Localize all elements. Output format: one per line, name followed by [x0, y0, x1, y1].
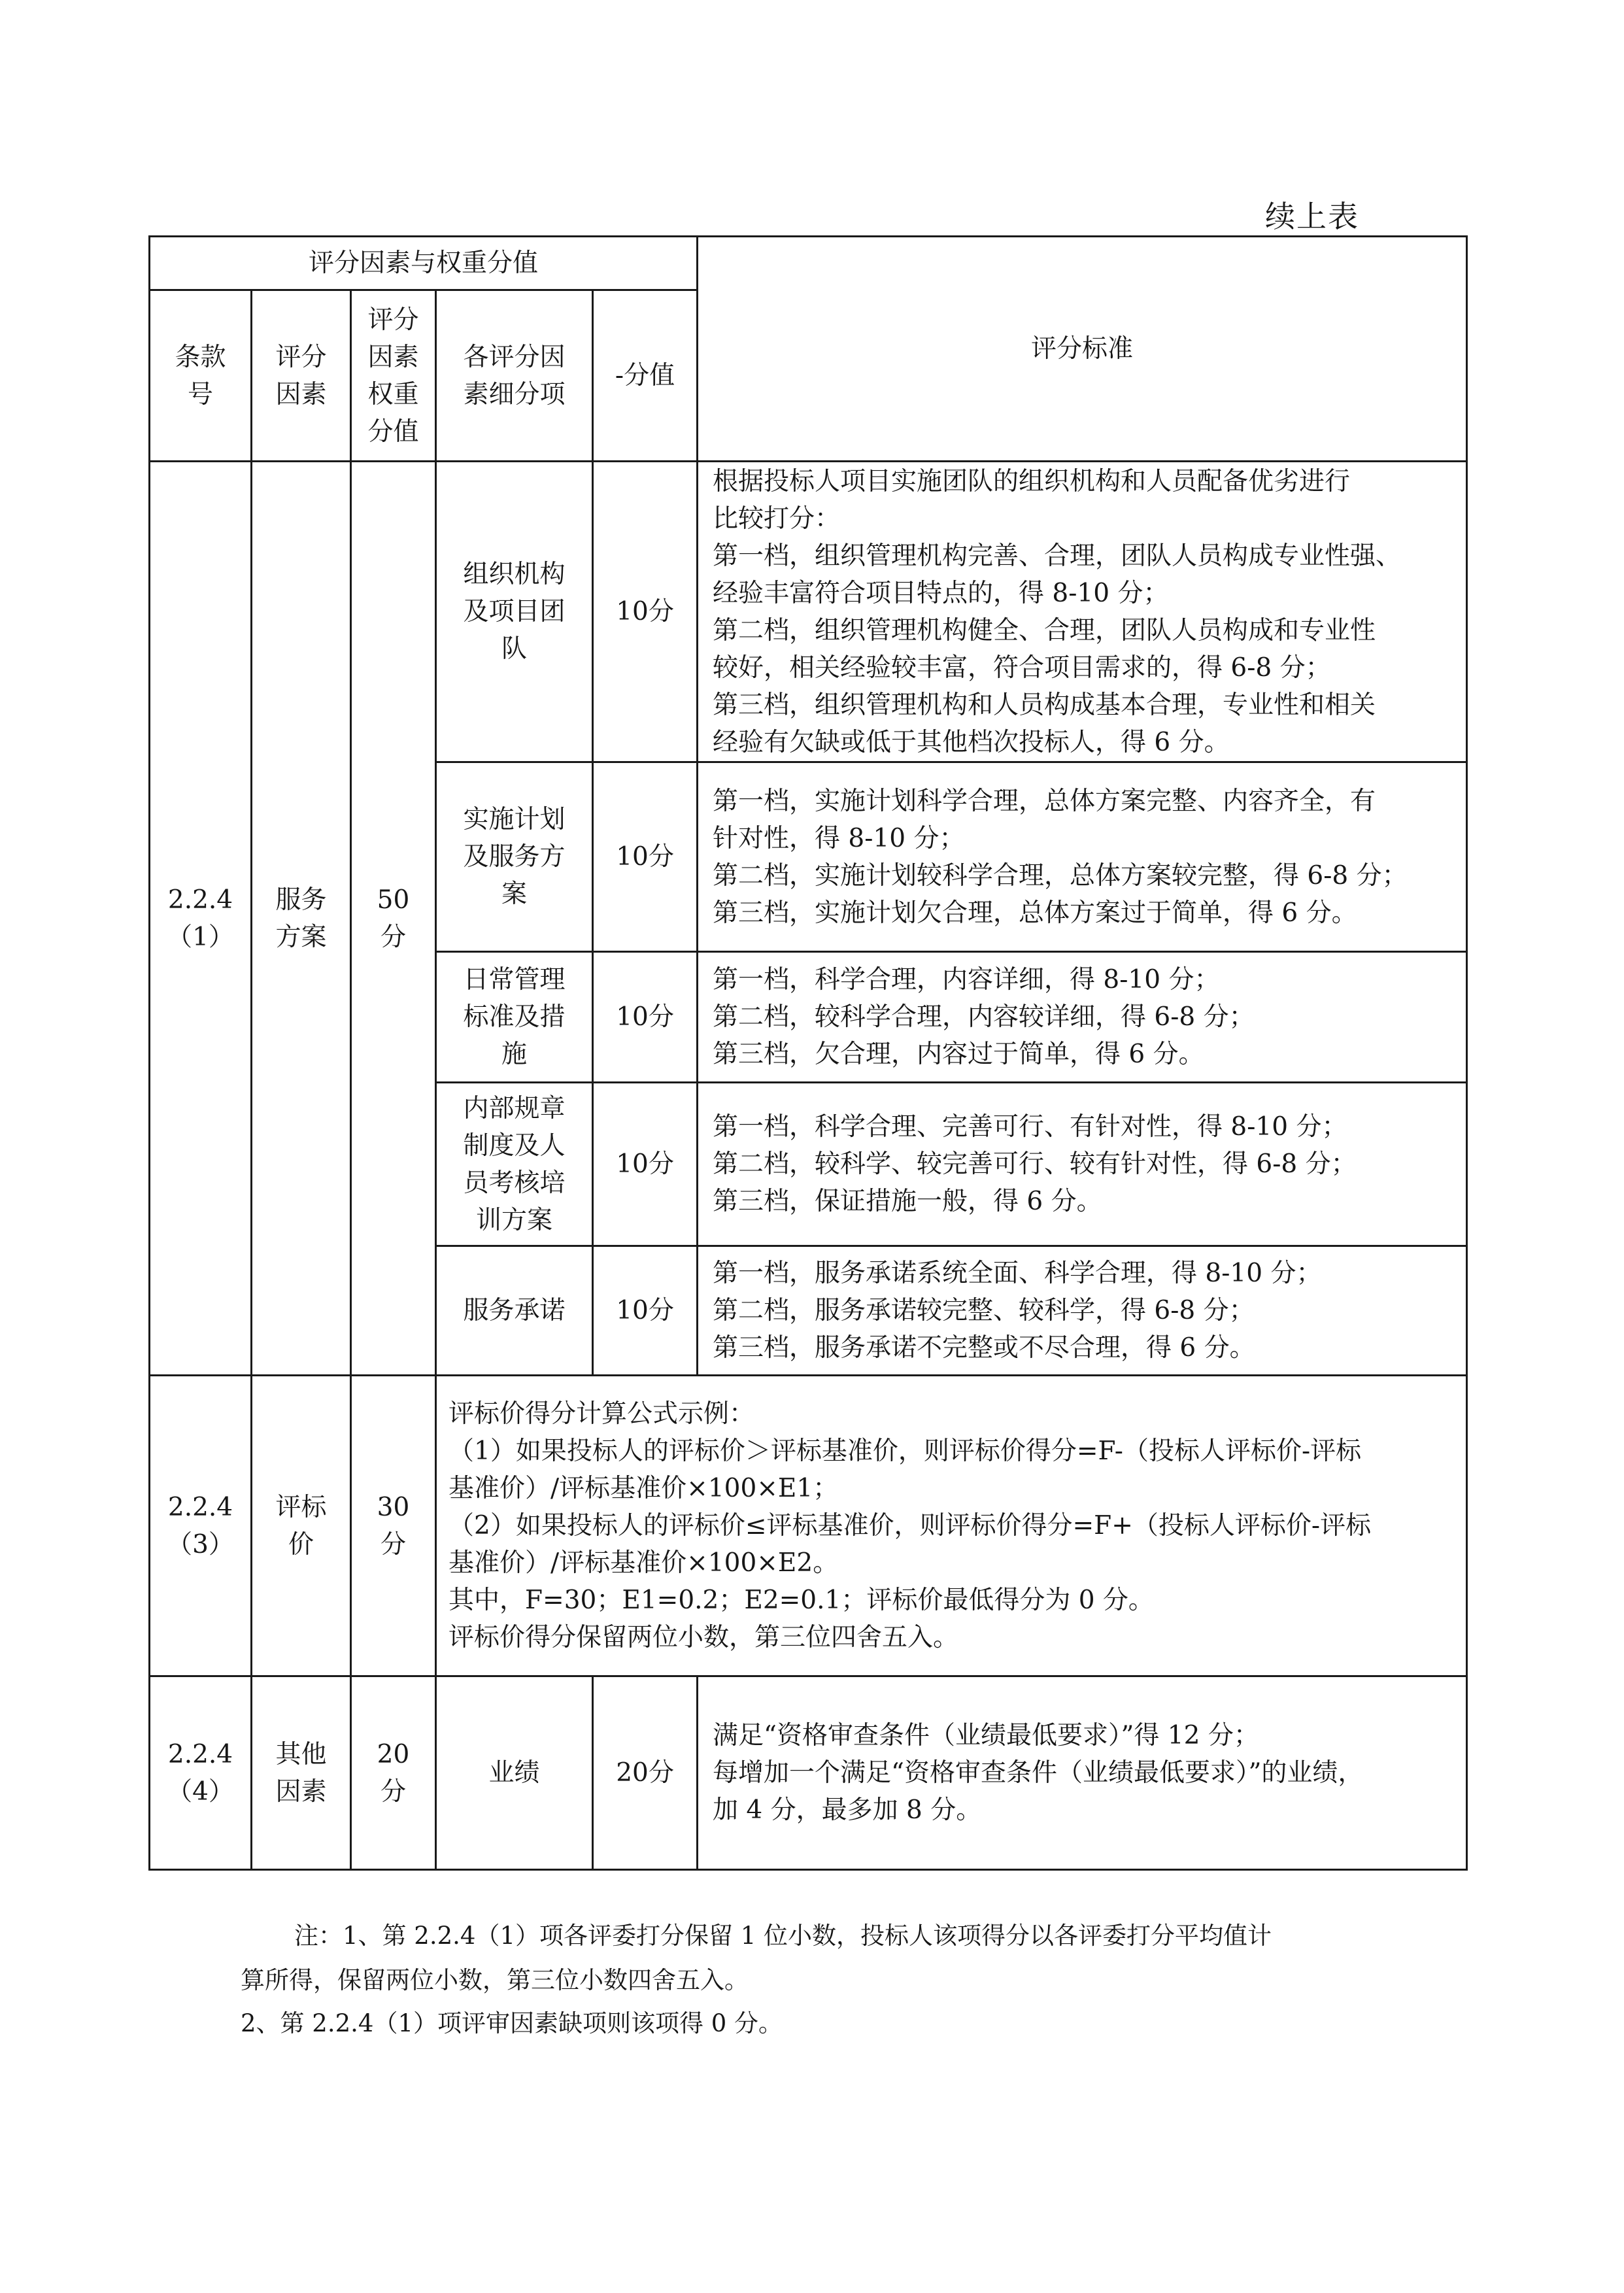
clause-cell: 2.2.4 （4）: [150, 1676, 252, 1870]
group-header: 评分因素与权重分值: [150, 237, 698, 290]
criteria-cell: 第一档，科学合理，内容详细，得 8-10 分； 第二档，较科学合理，内容较详细，得 6-8 分； 第三档，欠合理，内容过于简单，得 6 分。: [698, 952, 1467, 1083]
factor-cell: 评标 价: [252, 1376, 351, 1676]
clause-cell: 2.2.4 （3）: [150, 1376, 252, 1676]
sub-item-cell: 实施计划 及服务方 案: [436, 762, 593, 952]
score-cell: 10分: [593, 762, 698, 952]
clause-no-header: 条款 号: [150, 290, 252, 462]
score-cell: 10分: [593, 952, 698, 1083]
score-cell: 10分: [593, 1083, 698, 1246]
sub-item-cell: 组织机构 及项目团 队: [436, 462, 593, 762]
formula-cell: 评标价得分计算公式示例： （1）如果投标人的评标价＞评标基准价，则评标价得分=F-（投标人评标价-评标 基准价）/评标基准价×100×E1； （2）如果投标人的评标价≤评标基准价，则评标价得分=F+（投标人评标价-评标 基准价）/评标基准价×100×E2。 其中，F=30；E1=0.2；E2=0.1；评标价最低得分为 0 分。 评标价得分保留两位小数，第三位四舍五入。: [436, 1376, 1467, 1676]
criteria-cell: 根据投标人项目实施团队的组织机构和人员配备优劣进行 比较打分： 第一档，组织管理机构完善、合理，团队人员构成专业性强、 经验丰富符合项目特点的，得 8-10 分； 第二档，组织管理机构健全、合理，团队人员构成和专业性 较好，相关经验较丰富，符合项目需求的，得 6-8 分； 第三档，组织管理机构和人员构成基本合理，专业性和相关 经验有欠缺或低于其他档次投标人，得 6 分。: [698, 462, 1467, 762]
score-cell: 20分: [593, 1676, 698, 1870]
weight-header: 评分 因素 权重 分值: [351, 290, 436, 462]
weight-cell: 50 分: [351, 462, 436, 1376]
sub-item-cell: 服务承诺: [436, 1246, 593, 1376]
note-line-1: 注：1、第 2.2.4（1）项各评委打分保留 1 位小数，投标人该项得分以各评委打分平均值计: [294, 1922, 1272, 1950]
criteria-cell: 满足“资格审查条件（业绩最低要求）”得 12 分； 每增加一个满足“资格审查条件（业绩最低要求）”的业绩， 加 4 分，最多加 8 分。: [698, 1676, 1467, 1870]
factor-cell: 其他 因素: [252, 1676, 351, 1870]
sub-item-cell: 内部规章 制度及人 员考核培 训方案: [436, 1083, 593, 1246]
continuation-label: 续上表: [1265, 199, 1359, 234]
factor-header: 评分 因素: [252, 290, 351, 462]
table-row: [150, 1376, 1467, 1676]
criteria-cell: 第一档，科学合理、完善可行、有针对性，得 8-10 分； 第二档，较科学、较完善可行、较有针对性，得 6-8 分； 第三档，保证措施一般，得 6 分。: [698, 1083, 1467, 1246]
sub-item-header: 各评分因 素细分项: [436, 290, 593, 462]
table-row: [150, 1676, 1467, 1870]
criteria-header: 评分标准: [698, 237, 1467, 462]
table-header-group-row: [150, 237, 1467, 290]
weight-cell: 20 分: [351, 1676, 436, 1870]
score-cell: 10分: [593, 462, 698, 762]
note-line-3: 2、第 2.2.4（1）项评审因素缺项则该项得 0 分。: [241, 2009, 783, 2037]
weight-cell: 30 分: [351, 1376, 436, 1676]
score-cell: 10分: [593, 1246, 698, 1376]
score-header: -分值: [593, 290, 698, 462]
sub-item-cell: 日常管理 标准及措 施: [436, 952, 593, 1083]
criteria-cell: 第一档，实施计划科学合理，总体方案完整、内容齐全，有 针对性，得 8-10 分； 第二档，实施计划较科学合理，总体方案较完整，得 6-8 分； 第三档，实施计划欠合理，总体方案过于简单，得 6 分。: [698, 762, 1467, 952]
factor-cell: 服务 方案: [252, 462, 351, 1376]
clause-cell: 2.2.4 （1）: [150, 462, 252, 1376]
scoring-table: [148, 235, 1468, 1871]
note-line-2: 算所得，保留两位小数，第三位小数四舍五入。: [241, 1966, 749, 1994]
sub-item-cell: 业绩: [436, 1676, 593, 1870]
criteria-cell: 第一档，服务承诺系统全面、科学合理，得 8-10 分； 第二档，服务承诺较完整、较科学，得 6-8 分； 第三档，服务承诺不完整或不尽合理，得 6 分。: [698, 1246, 1467, 1376]
table-row: [150, 462, 1467, 762]
